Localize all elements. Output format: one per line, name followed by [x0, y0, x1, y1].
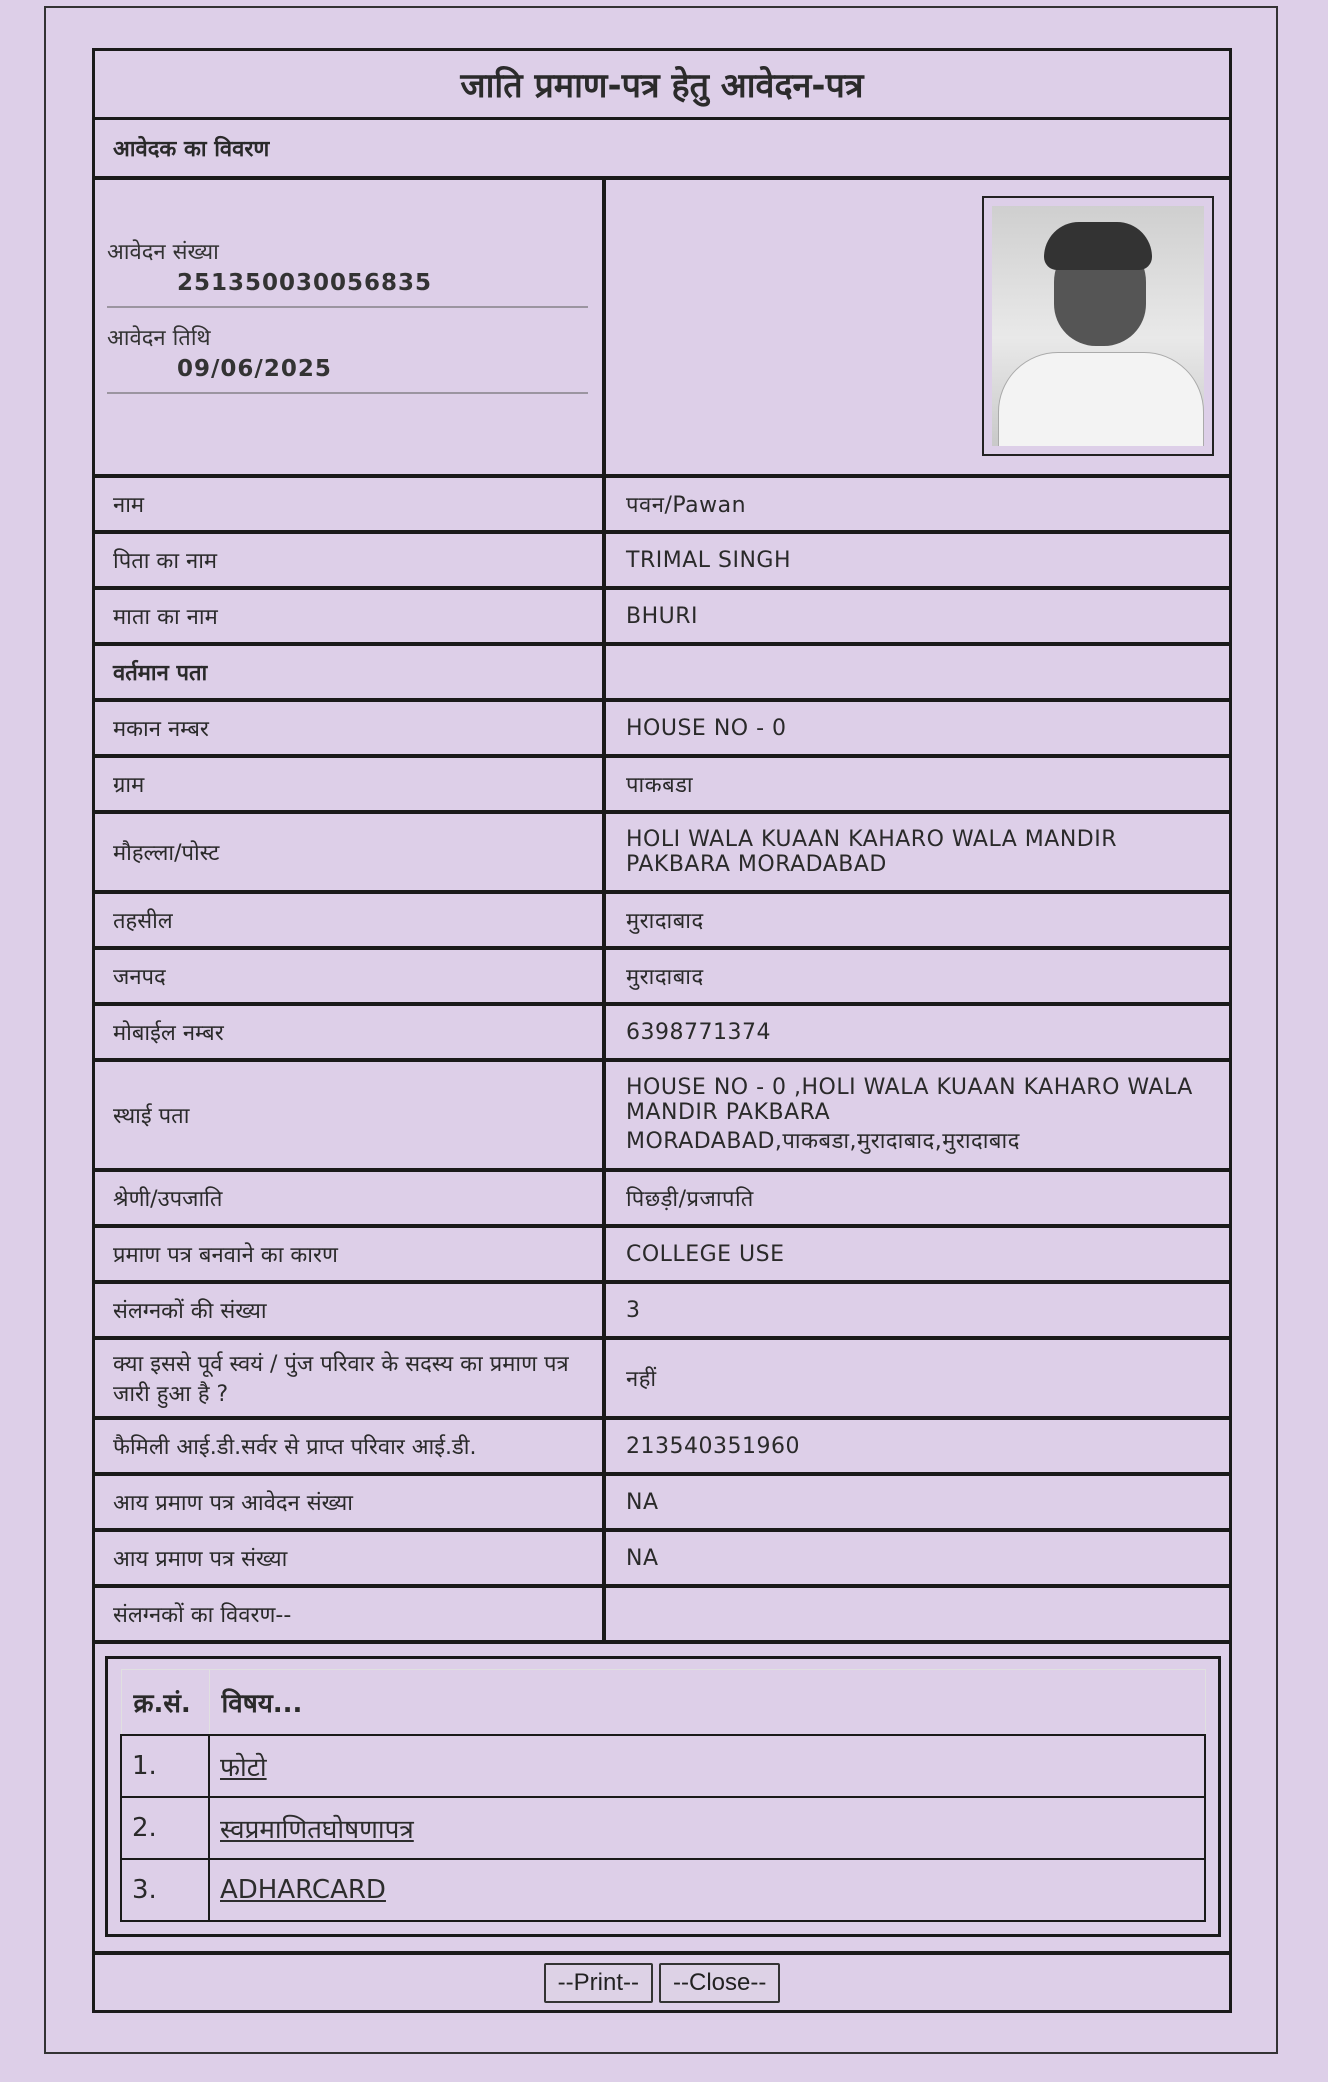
field-label: मकान नम्बर [95, 702, 606, 754]
attachments-section [95, 1644, 1229, 1955]
row-serial: 2. [121, 1797, 209, 1859]
field-value: 213540351960 [626, 1433, 800, 1459]
field-label: मोबाईल नम्बर [95, 1006, 606, 1058]
field-row-tehsil [95, 894, 1229, 950]
field-label: क्या इससे पूर्व स्वयं / पुंज परिवार के सदस्य का प्रमाण पत्र जारी हुआ है ? [95, 1340, 606, 1416]
column-header-serial: क्र.सं. [121, 1670, 209, 1736]
field-value [606, 646, 1229, 698]
field-row-locality-post [95, 814, 1229, 894]
field-row-mobile-number [95, 1006, 1229, 1062]
field-row-attachment-details [95, 1588, 1229, 1644]
field-value: HOUSE NO - 0 [626, 715, 787, 741]
field-label: फैमिली आई.डी.सर्वर से प्राप्त परिवार आई.डी. [95, 1420, 606, 1472]
field-value: मुरादाबाद [626, 965, 704, 990]
field-row-current-address [95, 646, 1229, 702]
field-row-village [95, 758, 1229, 814]
row-serial: 3. [121, 1859, 209, 1921]
field-value: HOUSE NO - 0 ,HOLI WALA KUAAN KAHARO WALA MANDIR PAKBARA MORADABAD,पाकबडा,मुरादाबाद,मुरादाबाद [626, 1075, 1193, 1154]
field-value: BHURI [626, 603, 699, 629]
row-serial: 1. [121, 1735, 209, 1797]
photo-cell [606, 180, 1229, 474]
row-subject-cell [209, 1797, 1205, 1859]
close-button[interactable]: --Close-- [659, 1963, 780, 2003]
application-date-value: 09/06/2025 [177, 356, 332, 382]
field-label: आय प्रमाण पत्र संख्या [95, 1532, 606, 1584]
field-label: पिता का नाम [95, 534, 606, 586]
field-label: वर्तमान पता [95, 646, 606, 698]
field-row-name [95, 478, 1229, 534]
attachment-link-aadhar-card[interactable]: ADHARCARD [220, 1875, 386, 1905]
form-title: जाति प्रमाण-पत्र हेतु आवेदन-पत्र [95, 51, 1229, 120]
field-row-family-id [95, 1420, 1229, 1476]
field-value: पाकबडा [626, 773, 694, 798]
field-label: नाम [95, 478, 606, 530]
field-row-permanent-address [95, 1062, 1229, 1172]
person-photo-icon [992, 206, 1204, 446]
table-header-row [121, 1670, 1205, 1736]
application-number-label: आवेदन संख्या [107, 240, 219, 265]
print-button[interactable]: --Print-- [544, 1963, 653, 2003]
applicant-photo [982, 196, 1214, 456]
field-label: जनपद [95, 950, 606, 1002]
field-row-category [95, 1172, 1229, 1228]
application-meta [95, 180, 606, 474]
field-row-father-name [95, 534, 1229, 590]
application-number-value: 251350030056835 [177, 270, 433, 296]
field-value: पिछड़ी/प्रजापति [626, 1187, 754, 1212]
field-row-income-certificate-number [95, 1532, 1229, 1588]
field-label: आय प्रमाण पत्र आवेदन संख्या [95, 1476, 606, 1528]
field-label: संलग्नकों का विवरण-- [95, 1588, 606, 1640]
field-value [606, 1588, 1229, 1640]
field-value: पवन/Pawan [626, 493, 747, 518]
field-value: COLLEGE USE [626, 1241, 785, 1267]
field-row-attachment-count [95, 1284, 1229, 1340]
field-row-house-number [95, 702, 1229, 758]
action-bar [95, 1955, 1229, 2010]
field-label: ग्राम [95, 758, 606, 810]
row-subject-cell [209, 1735, 1205, 1797]
application-date [107, 322, 588, 394]
table-row [121, 1859, 1205, 1921]
field-label: प्रमाण पत्र बनवाने का कारण [95, 1228, 606, 1280]
field-row-district [95, 950, 1229, 1006]
application-number [107, 236, 588, 308]
table-row [121, 1735, 1205, 1797]
field-value: मुरादाबाद [626, 909, 704, 934]
field-value: 3 [626, 1297, 641, 1323]
field-label: संलग्नकों की संख्या [95, 1284, 606, 1336]
application-date-label: आवेदन तिथि [107, 326, 211, 351]
attachment-link-photo[interactable]: फोटो [220, 1753, 267, 1783]
table-row [121, 1797, 1205, 1859]
field-label: तहसील [95, 894, 606, 946]
field-label: श्रेणी/उपजाति [95, 1172, 606, 1224]
application-info-block [95, 180, 1229, 478]
attachments-box [105, 1656, 1221, 1937]
field-label: माता का नाम [95, 590, 606, 642]
field-label: मौहल्ला/पोस्ट [95, 814, 606, 890]
field-value: NA [626, 1545, 659, 1571]
field-value: नहीं [626, 1367, 657, 1392]
attachment-link-self-declaration[interactable]: स्वप्रमाणितघोषणापत्र [220, 1815, 414, 1845]
caste-certificate-application-form [92, 48, 1232, 2013]
attachments-table [120, 1669, 1206, 1922]
field-value: TRIMAL SINGH [626, 547, 791, 573]
field-row-reason [95, 1228, 1229, 1284]
field-label: स्थाई पता [95, 1062, 606, 1168]
column-header-subject: विषय... [209, 1670, 1205, 1736]
field-value: 6398771374 [626, 1019, 771, 1045]
field-row-mother-name [95, 590, 1229, 646]
field-value: HOLI WALA KUAAN KAHARO WALA MANDIR PAKBARA MORADABAD [626, 827, 1117, 877]
section-heading: आवेदक का विवरण [95, 120, 1229, 180]
row-subject-cell [209, 1859, 1205, 1921]
field-row-previous-certificate [95, 1340, 1229, 1420]
field-row-income-application-number [95, 1476, 1229, 1532]
field-value: NA [626, 1489, 659, 1515]
